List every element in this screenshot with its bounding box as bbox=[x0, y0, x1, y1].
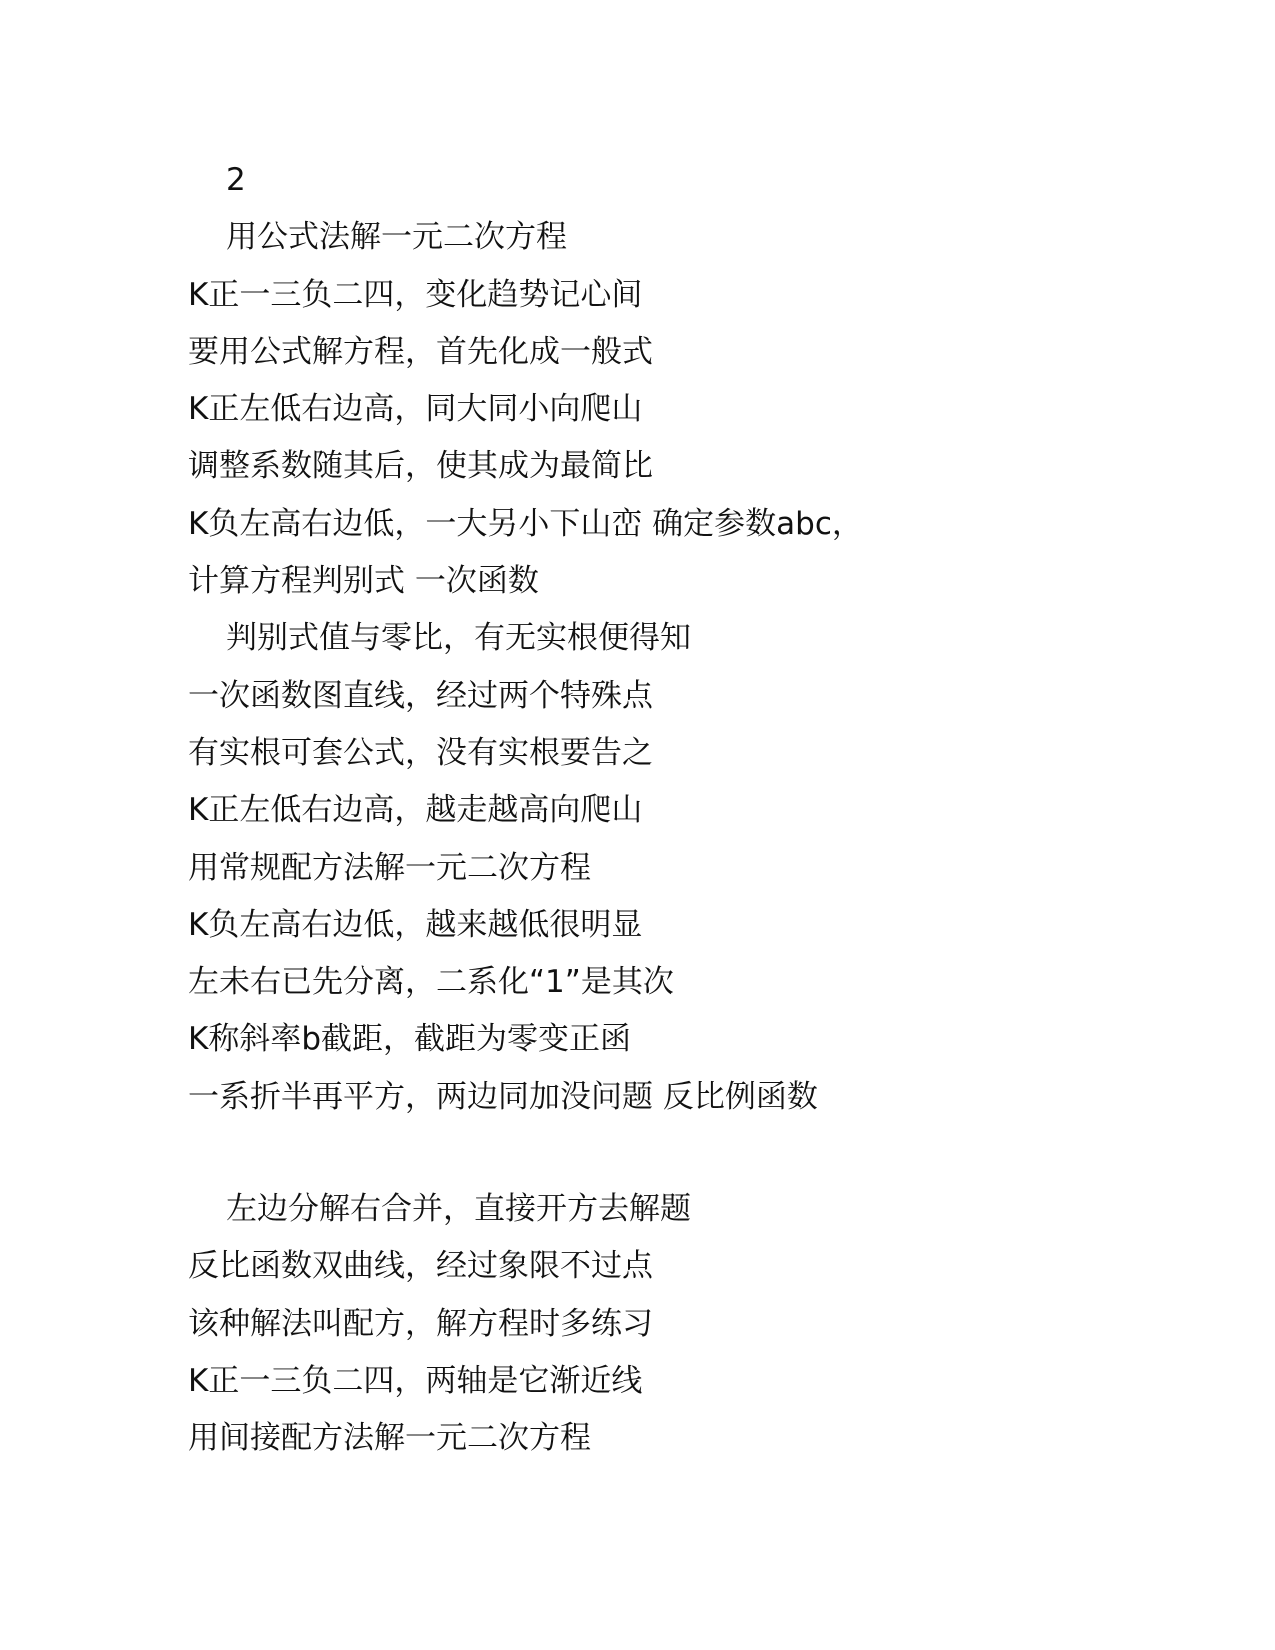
text-line: 判别式值与零比，有无实根便得知 bbox=[226, 620, 691, 657]
text-line: 用常规配方法解一元二次方程 bbox=[188, 849, 591, 886]
text-line: 2 bbox=[226, 162, 246, 198]
text-line: K正左低右边高，同大同小向爬山 bbox=[188, 391, 643, 428]
text-line: K正一三负二四，两轴是它渐近线 bbox=[188, 1362, 643, 1399]
text-line: K称斜率b截距，截距为零变正函 bbox=[188, 1021, 632, 1058]
text-line: 计算方程判别式 一次函数 bbox=[188, 563, 539, 600]
text-line: 调整系数随其后，使其成为最简比 bbox=[188, 448, 653, 485]
blank-line bbox=[188, 1126, 1188, 1181]
text-line: 左未右已先分离，二系化“1”是其次 bbox=[188, 964, 674, 1001]
text-line: 反比函数双曲线，经过象限不过点 bbox=[188, 1248, 653, 1285]
text-line: K负左高右边低，一大另小下山峦 确定参数abc， bbox=[188, 505, 863, 542]
text-line: 要用公式解方程，首先化成一般式 bbox=[188, 333, 653, 370]
text-line: K正左低右边高，越走越高向爬山 bbox=[188, 792, 643, 829]
text-line: 用公式法解一元二次方程 bbox=[226, 219, 567, 256]
text-line: K正一三负二四，变化趋势记心间 bbox=[188, 276, 643, 313]
text-line: 左边分解右合并，直接开方去解题 bbox=[226, 1191, 691, 1228]
text-line: 用间接配方法解一元二次方程 bbox=[188, 1420, 591, 1457]
text-line: 该种解法叫配方，解方程时多练习 bbox=[188, 1305, 653, 1342]
document-body bbox=[188, 152, 1188, 1468]
text-line: 有实根可套公式，没有实根要告之 bbox=[188, 734, 653, 771]
text-line: K负左高右边低，越来越低很明显 bbox=[188, 906, 643, 943]
text-line: 一系折半再平方，两边同加没问题 反比例函数 bbox=[188, 1078, 818, 1115]
text-line: 一次函数图直线，经过两个特殊点 bbox=[188, 677, 653, 714]
